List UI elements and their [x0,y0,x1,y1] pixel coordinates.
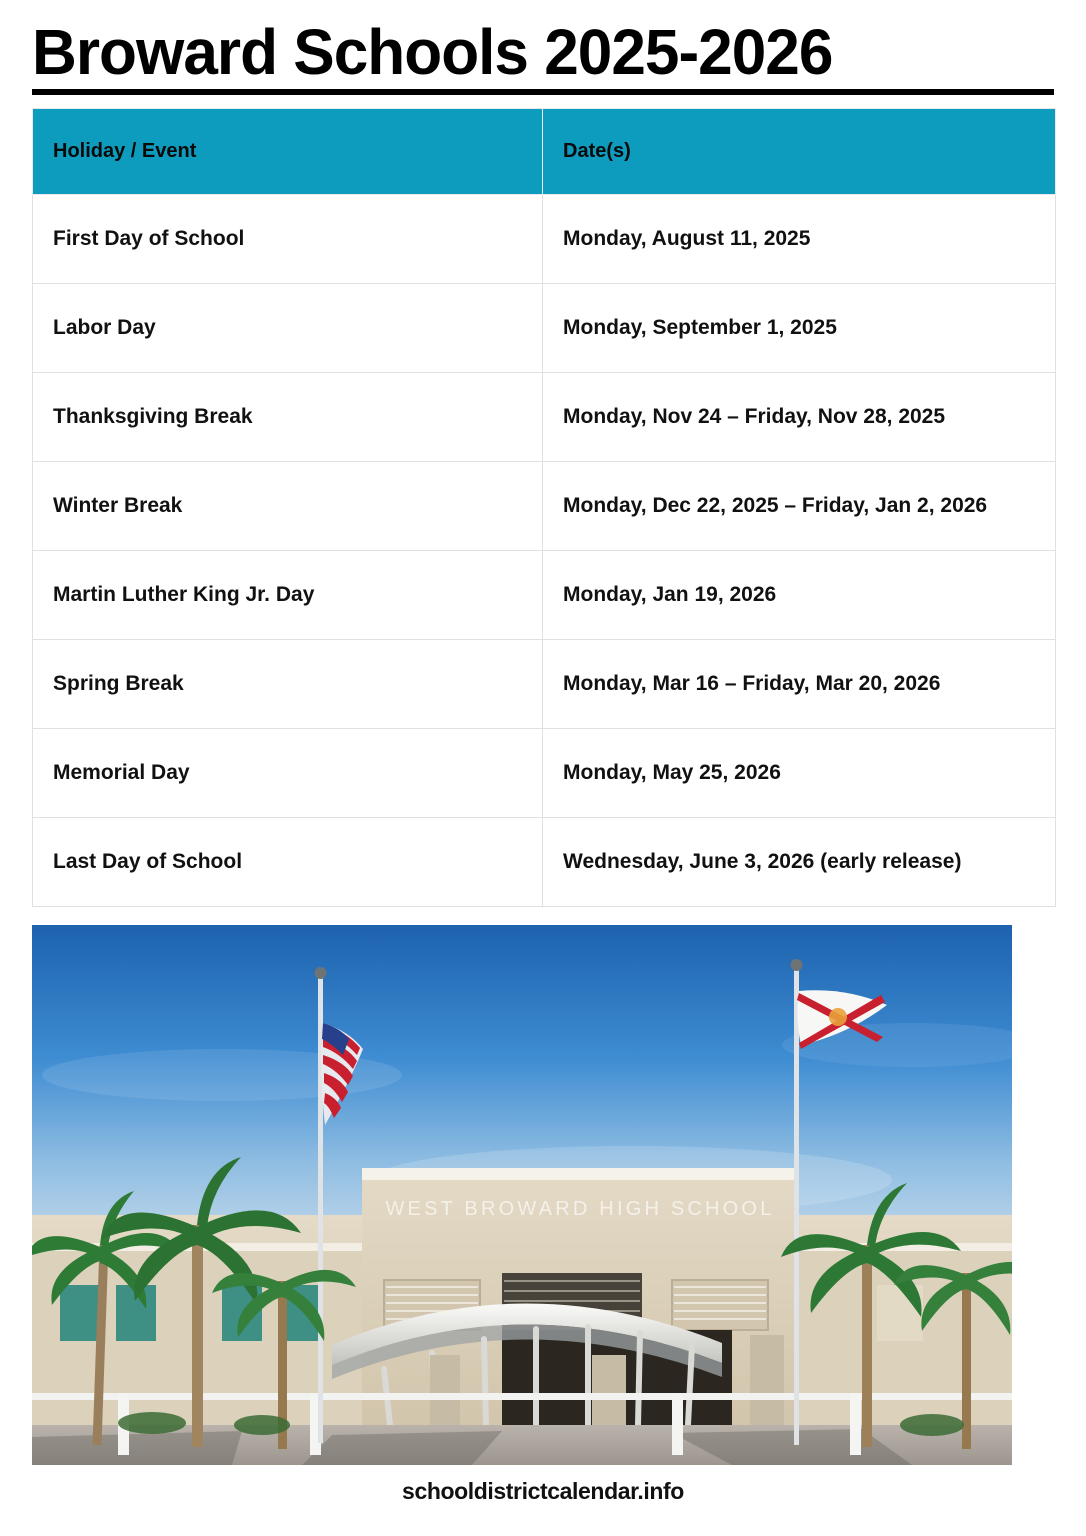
cell-dates: Wednesday, June 3, 2026 (early release) [543,818,1056,907]
cell-event: Spring Break [33,640,543,729]
building-sign [385,1198,774,1220]
cell-event: Winter Break [33,462,543,551]
table-row [33,640,1056,729]
cell-dates: Monday, May 25, 2026 [543,729,1056,818]
table-row [33,729,1056,818]
cell-dates: Monday, August 11, 2025 [543,195,1056,284]
cell-dates: Monday, Nov 24 – Friday, Nov 28, 2025 [543,373,1056,462]
cell-dates: Monday, September 1, 2025 [543,284,1056,373]
table-body [33,195,1056,907]
footer-website-credit: schooldistrictcalendar.info [402,1478,684,1504]
table-header-row [33,109,1056,195]
cell-event: Labor Day [33,284,543,373]
table-row [33,551,1056,640]
cell-event: Last Day of School [33,818,543,907]
table-row [33,195,1056,284]
school-photo [32,925,1012,1465]
cell-event: First Day of School [33,195,543,284]
column-header-event: Holiday / Event [33,109,543,195]
title-underline-rule [32,89,1054,95]
page-title: Broward Schools 2025-2026 [32,16,833,88]
cell-event: Memorial Day [33,729,543,818]
column-header-dates: Date(s) [543,109,1056,195]
holiday-calendar-table [32,108,1056,907]
cell-dates: Monday, Dec 22, 2025 – Friday, Jan 2, 2026 [543,462,1056,551]
cell-dates: Monday, Jan 19, 2026 [543,551,1056,640]
svg-text:WEST BROWARD HIGH SCHOOL: WEST BROWARD HIGH SCHOOL [385,1198,775,1220]
cell-event: Thanksgiving Break [33,373,543,462]
school-photo-illustration [32,925,1012,1465]
table-row [33,462,1056,551]
table-row [33,818,1056,907]
cell-dates: Monday, Mar 16 – Friday, Mar 20, 2026 [543,640,1056,729]
cell-event: Martin Luther King Jr. Day [33,551,543,640]
table-row [33,373,1056,462]
table-row [33,284,1056,373]
